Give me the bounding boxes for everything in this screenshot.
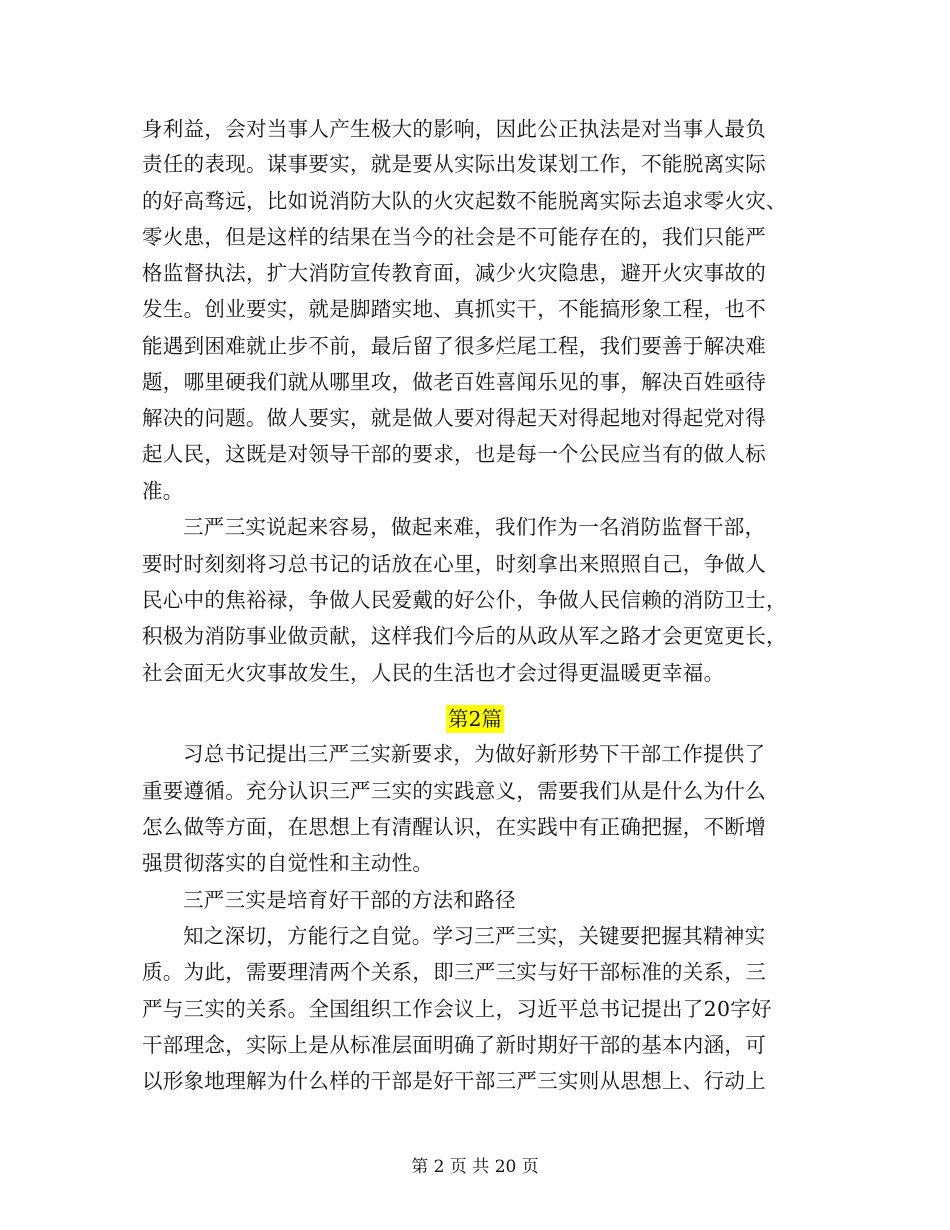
paragraph-line: 能遇到困难就止步不前，最后留了很多烂尾工程，我们要善于解决难 xyxy=(142,334,766,358)
paragraph-line: 积极为消防事业做贡献，这样我们今后的从政从军之路才会更宽更长， xyxy=(142,624,787,648)
paragraph-line: 格监督执法，扩大消防宣传教育面，减少火灾隐患，避开火灾事故的 xyxy=(142,261,766,285)
paragraph-line: 的好高骛远，比如说消防大队的火灾起数不能脱离实际去追求零火灾、 xyxy=(142,189,787,213)
paragraph-line: 身利益，会对当事人产生极大的影响，因此公正执法是对当事人最负 xyxy=(142,117,766,141)
paragraph-line: 零火患，但是这样的结果在当今的社会是不可能存在的，我们只能严 xyxy=(142,225,766,249)
paragraph-line: 解决的问题。做人要实，就是做人要对得起天对得起地对得起党对得 xyxy=(142,406,766,430)
paragraph-line: 重要遵循。充分认识三严三实的实践意义，需要我们从是什么为什么 xyxy=(142,779,766,803)
section-heading-wrap xyxy=(0,705,950,733)
paragraph-line: 三严三实说起来容易，做起来难，我们作为一名消防监督干部， xyxy=(183,515,766,539)
paragraph-line: 怎么做等方面，在思想上有清醒认识，在实践中有正确把握，不断增 xyxy=(142,815,766,839)
paragraph-line: 要时时刻刻将习总书记的话放在心里，时刻拿出来照照自己，争做人 xyxy=(142,552,766,576)
paragraph-line: 准。 xyxy=(142,479,184,503)
paragraph-line: 知之深切，方能行之自觉。学习三严三实，关键要把握其精神实 xyxy=(183,924,766,948)
paragraph-line: 社会面无火灾事故发生，人民的生活也才会过得更温暖更幸福。 xyxy=(142,661,725,685)
paragraph-line: 责任的表现。谋事要实，就是要从实际出发谋划工作，不能脱离实际 xyxy=(142,152,766,176)
paragraph-line: 干部理念，实际上是从标准层面明确了新时期好干部的基本内涵，可 xyxy=(142,1033,766,1057)
page-number-footer: 第 2 页 共 20 页 xyxy=(411,1157,539,1177)
paragraph-line: 以形象地理解为什么样的干部是好干部三严三实则从思想上、行动上 xyxy=(142,1069,766,1093)
section-heading: 第2篇 xyxy=(447,707,503,731)
paragraph-line: 民心中的焦裕禄，争做人民爱戴的好公仆，争做人民信赖的消防卫士， xyxy=(142,588,787,612)
paragraph-line: 习总书记提出三严三实新要求，为做好新形势下干部工作提供了 xyxy=(183,742,766,766)
paragraph-line: 质。为此，需要理清两个关系，即三严三实与好干部标准的关系，三 xyxy=(142,960,766,984)
paragraph-line: 三严三实是培育好干部的方法和路径 xyxy=(183,888,516,912)
paragraph-line: 强贯彻落实的自觉性和主动性。 xyxy=(142,851,434,875)
paragraph-line: 起人民，这既是对领导干部的要求，也是每一个公民应当有的做人标 xyxy=(142,442,766,466)
paragraph-line: 题，哪里硬我们就从哪里攻，做老百姓喜闻乐见的事，解决百姓亟待 xyxy=(142,370,766,394)
paragraph-line: 发生。创业要实，就是脚踏实地、真抓实干，不能搞形象工程，也不 xyxy=(142,297,766,321)
paragraph-line: 严与三实的关系。全国组织工作会议上，习近平总书记提出了20字好 xyxy=(142,997,772,1021)
